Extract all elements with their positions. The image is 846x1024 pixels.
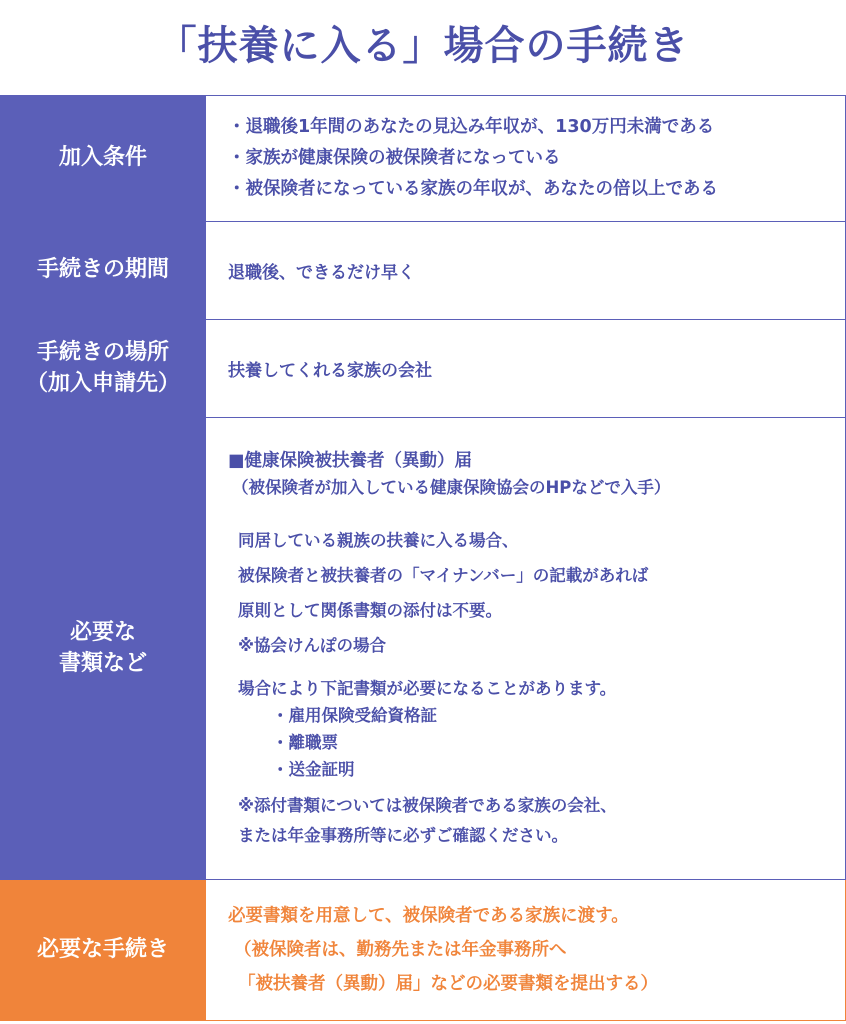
procedure-table bbox=[0, 95, 846, 1021]
documents-header-line1: 必要な bbox=[69, 619, 136, 645]
page-title: 「扶養に入る」場合の手続き bbox=[156, 23, 690, 69]
list-item: ・離職票 bbox=[272, 732, 338, 752]
list-item: ・送金証明 bbox=[272, 759, 355, 779]
table-row-documents bbox=[1, 418, 846, 880]
documents-text-line: 場合により下記書類が必要になることがあります。 bbox=[238, 678, 617, 698]
form-note: （被保険者が加入している健康保険協会のHPなどで入手） bbox=[232, 477, 671, 497]
procedure-line: （被保険者は、勤務先または年金事務所へ bbox=[234, 940, 567, 960]
documents-text-line: 同居している親族の扶養に入る場合、 bbox=[238, 530, 519, 550]
documents-text-line: 原則として関係書類の添付は不要。 bbox=[238, 600, 502, 620]
documents-body bbox=[206, 418, 846, 880]
documents-header-line2: 書類など bbox=[58, 650, 147, 676]
procedure-line: 必要書類を用意して、被保険者である家族に渡す。 bbox=[228, 906, 629, 926]
documents-block3 bbox=[228, 791, 845, 851]
table-row-procedure bbox=[1, 880, 846, 1021]
place-text: 扶養してくれる家族の会社 bbox=[206, 320, 846, 418]
documents-text-line: ※協会けんぽの場合 bbox=[238, 635, 387, 655]
documents-block1 bbox=[228, 523, 845, 663]
documents-text-line: ※添付書類については被保険者である家族の会社、 bbox=[238, 795, 617, 815]
place-header-line1: 手続きの場所 bbox=[36, 339, 169, 365]
list-item: ・雇用保険受給資格証 bbox=[272, 705, 437, 725]
place-header-line2: （加入申請先） bbox=[25, 370, 180, 396]
documents-block2 bbox=[228, 675, 845, 783]
documents-header bbox=[1, 418, 206, 880]
table-row-place bbox=[1, 320, 846, 418]
condition-item: ・被保険者になっている家族の年収が、あなたの倍以上である bbox=[228, 179, 718, 199]
conditions-header: 加入条件 bbox=[1, 96, 206, 222]
procedure-body bbox=[206, 880, 846, 1021]
period-text: 退職後、できるだけ早く bbox=[206, 222, 846, 320]
conditions-body bbox=[206, 96, 846, 222]
table-row-conditions bbox=[1, 96, 846, 222]
procedure-line: 「被扶養者（異動）届」などの必要書類を提出する） bbox=[238, 974, 658, 994]
place-header bbox=[1, 320, 206, 418]
condition-item: ・退職後1年間のあなたの見込み年収が、130万円未満である bbox=[228, 117, 715, 137]
procedure-header: 必要な手続き bbox=[1, 880, 206, 1021]
condition-item: ・家族が健康保険の被保険者になっている bbox=[228, 148, 561, 168]
documents-text-line: または年金事務所等に必ずご確認ください。 bbox=[238, 825, 568, 845]
documents-text-line: 被保険者と被扶養者の「マイナンバー」の記載があれば bbox=[238, 565, 649, 585]
form-title: ■健康保険被扶養者（異動）届 bbox=[228, 450, 473, 471]
table-row-period bbox=[1, 222, 846, 320]
period-header: 手続きの期間 bbox=[1, 222, 206, 320]
